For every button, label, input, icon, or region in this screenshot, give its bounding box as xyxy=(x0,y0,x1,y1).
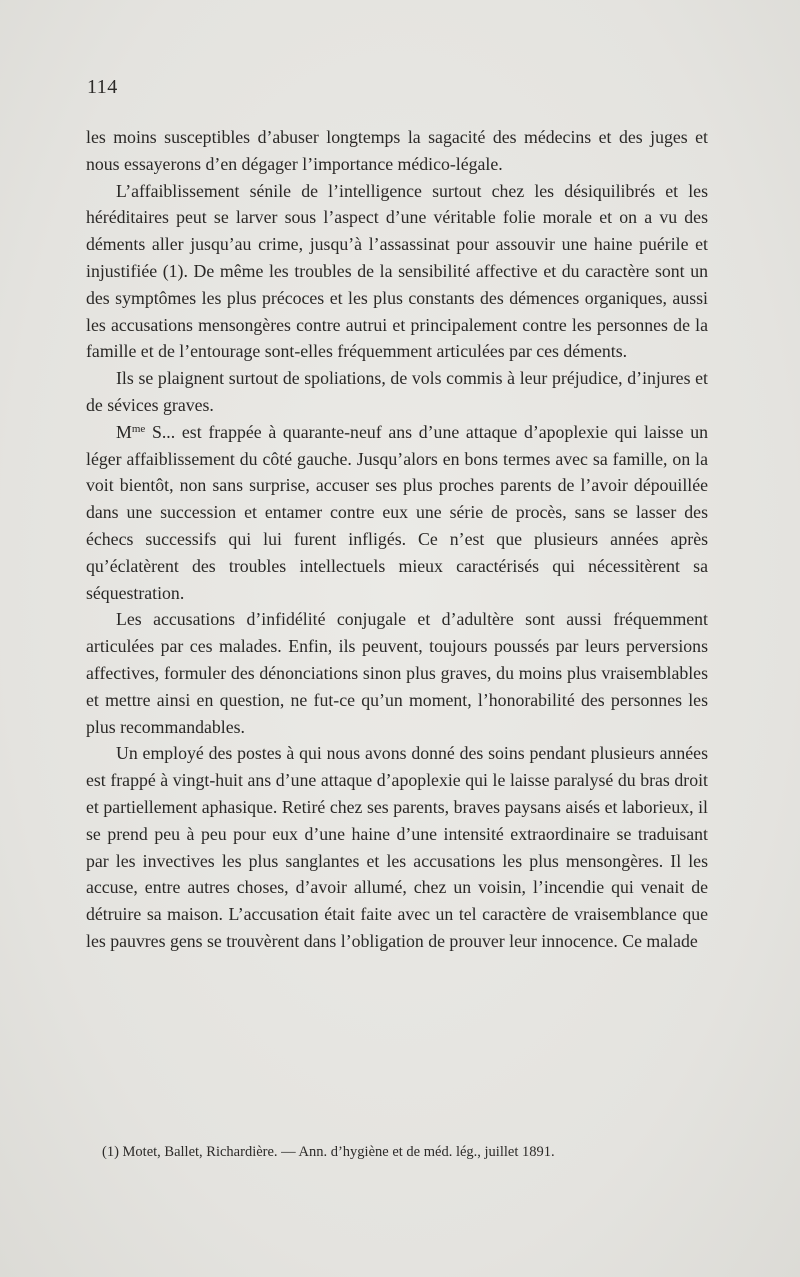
paragraph-senile-weakening: L’affaiblissement sénile de l’intelligence surtout chez les désiquilibrés et les héréditaires peut se larver sous l’aspect d’une véritable folie morale et on a vu des déments aller jusqu’au crime, jusqu’à l’assassinat pour assouvir une haine puérile et injustifiée (1). De même les troubles de la sensibilité affective et du caractère sont un des symptômes les plus précoces et les plus constants des démences organiques, aussi les accusations mensongères contre autrui et principalement contre les personnes de la famille et de l’entourage sont-elles fréquemment articulées par ces déments. xyxy=(86,180,708,362)
paragraph-continuation: les moins susceptibles d’abuser longtemps la sagacité des médecins et des juges et nous essayerons d’en dégager l’importance médico-légale. xyxy=(86,127,708,174)
paragraph-case-mme-s xyxy=(86,419,708,607)
page-number: 114 xyxy=(87,76,118,98)
title-abbrev: M xyxy=(116,421,132,442)
title-abbrev-sup: me xyxy=(131,422,146,435)
body-text xyxy=(86,124,708,955)
paragraph-case-postal-employee: Un employé des postes à qui nous avons donné des soins pendant plusieurs années est frappé à vingt-huit ans d’une attaque d’apoplexie qui le laisse paralysé du bras droit et partiellement aphasique. Retiré chez ses parents, braves paysans aisés et laborieux, il se prend peu à peu pour eux d’une haine d’une intensité extraordinaire se traduisant par les invectives les plus sanglantes et les accusations les plus mensongères. Il les accuse, entre autres choses, d’avoir allumé, chez un voisin, l’incendie qui venait de détruire sa maison. L’accusation était faite avec un tel caractère de vraisemblance que les pauvres gens se trouvèrent dans l’obligation de prouver leur innocence. Ce malade xyxy=(86,743,708,951)
paragraph-complaints: Ils se plaignent surtout de spoliations, de vols commis à leur préjudice, d’injures et de sévices graves. xyxy=(86,368,708,415)
paragraph-infidelity-accusations: Les accusations d’infidélité conjugale et d’adultère sont aussi fréquemment articulées par ces malades. Enfin, ils peuvent, toujours poussés par leurs perversions affectives, formuler des dénonciations sinon plus graves, du moins plus vraisemblables et mettre ainsi en question, ne fut-ce qu’un moment, l’honorabilité des personnes les plus recommandables. xyxy=(86,609,708,737)
case-text: S... est frappée à quarante-neuf ans d’une attaque d’apoplexie qui laisse un léger affaiblissement du côté gauche. Jusqu’alors en bons termes avec sa famille, on la voit bientôt, non sans surprise, accuser ses plus proches parents de l’avoir dépouillée dans une succession et entamer contre eux une série de procès, sans se lasser des échecs successifs qui lui furent infligés. Ce n’est que plusieurs années après qu’éclatèrent des troubles intellectuels mieux caractérisés qui nécessitèrent sa séquestration. xyxy=(86,421,708,603)
footnote: (1) Motet, Ballet, Richardière. — Ann. d’hygiène et de méd. lég., juillet 1891. xyxy=(102,1144,555,1160)
